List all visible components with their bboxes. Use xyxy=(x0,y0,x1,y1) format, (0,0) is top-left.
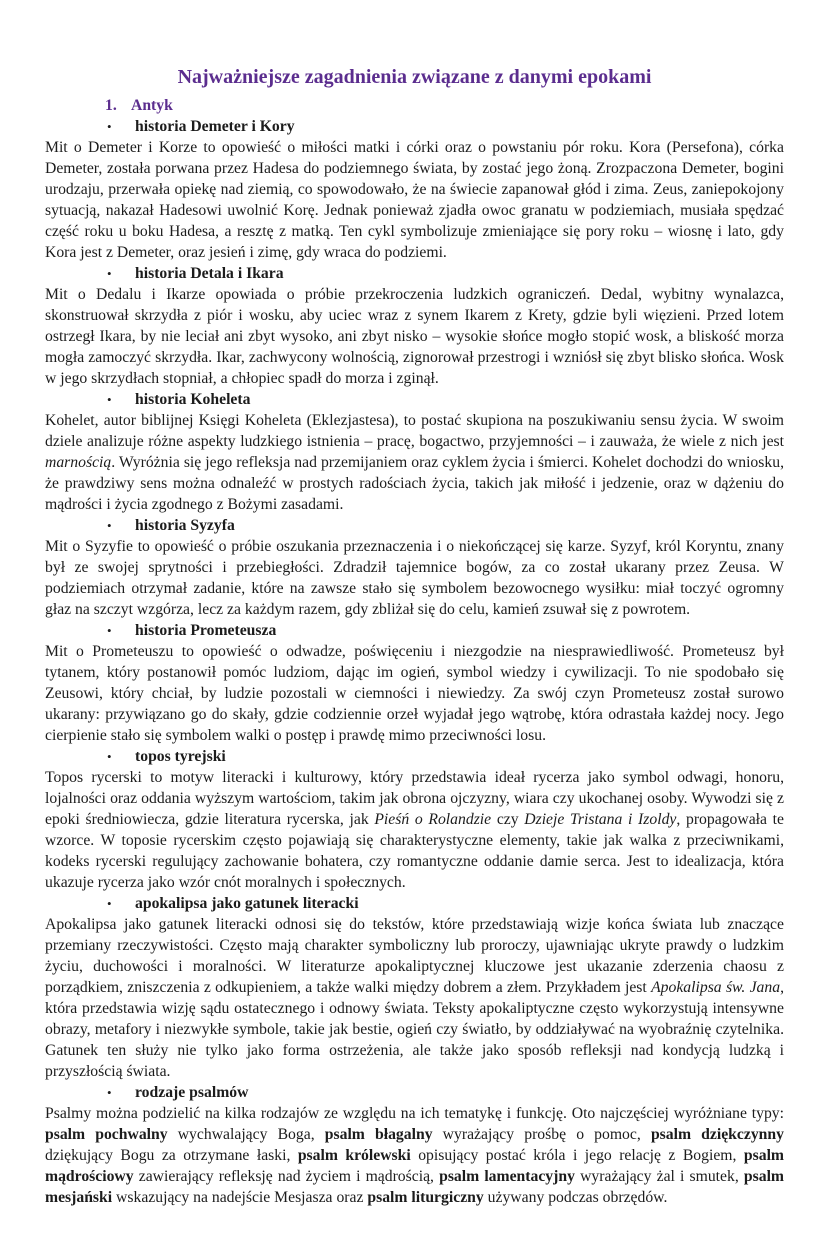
topic-heading-row xyxy=(45,389,784,410)
bullet-icon: • xyxy=(107,518,112,533)
topic-heading-row xyxy=(45,263,784,284)
topic-paragraph: Mit o Prometeuszu to opowieść o odwadze, poświęceniu i niezgodzie na niesprawiedliwość. Prometeusz był tytanem, który postanowił pomóc ludziom, dając im ogień, symbol wiedzy i cywilizacji. To nie spodobało się Zeusowi, który chciał, by ludzie pozostali w ciemności i niewiedzy. Za swój czyn Prometeusz został surowo ukarany: przywiązano go do skały, gdzie codziennie orzeł wyjadał jego wątrobę, która odrastała każdej nocy. Jego cierpienie stało się symbolem walki o postęp i prawdę mimo przeciwności losu. xyxy=(45,643,784,744)
topic-heading-row xyxy=(45,1082,784,1103)
topic-heading-row xyxy=(45,116,784,137)
topic-paragraph: Psalmy można podzielić na kilka rodzajów ze względu na ich tematykę i funkcję. Oto najczęściej wyróżniane typy: psalm pochwalny wychwalający Boga, psalm błagalny wyrażający prośbę o pomoc, psalm dziękczynny dziękujący Bogu za otrzymane łaski, psalm królewski opisujący postać króla i jego relację z Bogiem, psalm mądrościowy zawierający refleksję nad życiem i mądrością, psalm lamentacyjny wyrażający żal i smutek, psalm mesjański wskazujący na nadejście Mesjasza oraz psalm liturgiczny używany podczas obrzędów. xyxy=(45,1105,784,1206)
topic-heading-label: historia Syzyfa xyxy=(135,517,235,534)
topic-heading-label: rodzaje psalmów xyxy=(135,1084,249,1101)
topic-item-apokalipsa xyxy=(45,893,784,1082)
topic-paragraph: Mit o Demeter i Korze to opowieść o miłości matki i córki oraz o powstaniu pór roku. Kora (Persefona), córka Demeter, została porwana przez Hadesa do podziemnego świata, by zostać jego żoną. Zrozpaczona Demeter, bogini urodzaju, przerwała opiekę nad ziemią, co spowodowało, że na świecie zapanował głód i zima. Zeus, zaniepokojony sytuacją, nakazał Hadesowi uwolnić Korę. Jednak ponieważ zjadła owoc granatu w podziemiach, musiała spędzać część roku u boku Hadesa, a resztę z matką. Ten cykl symbolizuje zmieniające się pory roku – wiosnę i lato, gdy Kora jest z Demeter, oraz jesień i zimę, gdy wraca do podziemi. xyxy=(45,139,784,261)
topic-heading-label: historia Prometeusza xyxy=(135,622,277,639)
topic-heading-row xyxy=(45,746,784,767)
bullet-icon: • xyxy=(107,623,112,638)
bullet-icon: • xyxy=(107,119,112,134)
topic-paragraph: Topos rycerski to motyw literacki i kulturowy, który przedstawia ideał rycerza jako symbol odwagi, honoru, lojalności oraz oddania wyższym wartościom, takim jak obrona ojczyzny, wiara czy ukochanej osoby. Wywodzi się z epoki średniowiecza, gdzie literatura rycerska, jak Pieśń o Rolandzie czy Dzieje Tristana i Izoldy, propagowała te wzorce. W toposie rycerskim często pojawiają się charakterystyczne elementy, takie jak walka z przeciwnikami, kodeks rycerski regulujący zachowanie bohatera, czy romantyczne oddanie damie serca. Jest to idealizacja, która ukazuje rycerza jako wzór cnót moralnych i społecznych. xyxy=(45,769,784,891)
topic-item-demeter xyxy=(45,116,784,263)
topic-paragraph: Mit o Dedalu i Ikarze opowiada o próbie przekroczenia ludzkich ograniczeń. Dedal, wybitny wynalazca, skonstruował skrzydła z piór i wosku, aby uciec wraz z synem Ikarem z Krety, gdzie byli więzieni. Przed lotem ostrzegł Ikara, by nie leciał ani zbyt wysoko, ani zbyt nisko – wysokie słońce mogło stopić wosk, a bliskość morza mogła zamoczyć skrzydła. Ikar, zachwycony wolnością, zignorował przestrogi i wzniósł się zbyt blisko słońca. Wosk w jego skrzydłach stopniał, a chłopiec spadł do morza i zginął. xyxy=(45,286,784,387)
topic-item-kohelet xyxy=(45,389,784,515)
topic-heading-row xyxy=(45,893,784,914)
topic-heading-label: topos tyrejski xyxy=(135,748,226,765)
bullet-icon: • xyxy=(107,392,112,407)
topic-heading-label: apokalipsa jako gatunek literacki xyxy=(135,895,359,912)
topic-heading-label: historia Detala i Ikara xyxy=(135,265,284,282)
topic-heading-label: historia Demeter i Kory xyxy=(135,118,295,135)
bullet-icon: • xyxy=(107,749,112,764)
topic-item-prometeusz xyxy=(45,620,784,746)
bullet-icon: • xyxy=(107,266,112,281)
topic-item-psalmy xyxy=(45,1082,784,1208)
page-title: Najważniejsze zagadnienia związane z danymi epokami xyxy=(177,66,652,88)
topic-heading-label: historia Koheleta xyxy=(135,391,251,408)
topic-paragraph: Apokalipsa jako gatunek literacki odnosi się do tekstów, które przedstawiają wizje końca świata lub znaczące przemiany rzeczywistości. Często mają charakter symboliczny lub proroczy, ujawniając ukryte prawdy o ludzkim życiu, duchowości i moralności. W literaturze apokaliptycznej kluczowe jest ukazanie zderzenia chaosu z porządkiem, zniszczenia z odkupieniem, a także walki między dobrem a złem. Przykładem jest Apokalipsa św. Jana, która przedstawia wizję sądu ostatecznego i odnowy świata. Teksty apokaliptyczne często wykorzystują intensywne obrazy, metafory i niezwykłe symbole, takie jak bestie, ogień czy światło, by oddziaływać na wyobraźnię czytelnika. Gatunek ten służy nie tylko jako forma ostrzeżenia, ale także jako sposób refleksji nad kondycją ludzką i przyszłością świata. xyxy=(45,916,784,1080)
section-number: 1. xyxy=(105,97,117,114)
topic-heading-row xyxy=(45,515,784,536)
section-title: Antyk xyxy=(131,97,173,114)
topic-item-topos xyxy=(45,746,784,893)
topic-paragraph: Mit o Syzyfie to opowieść o próbie oszukania przeznaczenia i o niekończącej się karze. Syzyf, król Koryntu, znany był ze swojej sprytności i przebiegłości. Zdradził tajemnice bogów, za co został ukarany przez Zeusa. W podziemiach otrzymał zadanie, które na zawsze stało się symbolem bezowocnego wysiłku: miał toczyć ogromny głaz na szczyt wzgórza, lecz za każdym razem, gdy zbliżał się do celu, kamień zsuwał się z powrotem. xyxy=(45,538,784,618)
topic-paragraph: Kohelet, autor biblijnej Księgi Koheleta (Eklezjastesa), to postać skupiona na poszukiwaniu sensu życia. W swoim dziele analizuje różne aspekty ludzkiego istnienia – pracę, bogactwo, przyjemności – i zauważa, że wiele z nich jest marnością. Wyróżnia się jego refleksja nad przemijaniem oraz cyklem życia i śmierci. Kohelet dochodzi do wniosku, że prawdziwy sens można odnaleźć w prostych radościach życia, takich jak miłość i jedzenie, oraz w dążeniu do mądrości i życia zgodnego z Bożymi zasadami. xyxy=(45,412,784,513)
bullet-icon: • xyxy=(107,896,112,911)
bullet-icon: • xyxy=(107,1085,112,1100)
topic-heading-row xyxy=(45,620,784,641)
topic-item-syzyf xyxy=(45,515,784,620)
topic-item-dedal-ikar xyxy=(45,263,784,389)
section-heading-antyk xyxy=(45,95,784,116)
